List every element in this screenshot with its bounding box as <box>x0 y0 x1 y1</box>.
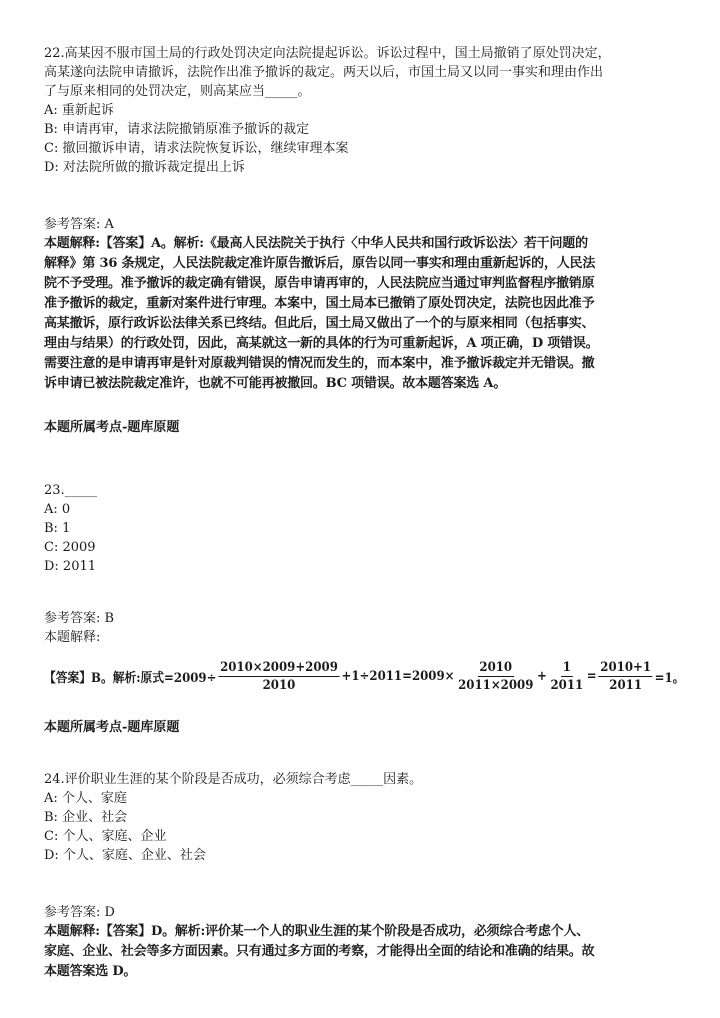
q22-explanation-line: 本题解释:【答案】A。解析:《最高人民法院关于执行〈中华人民共和国行政诉讼法〉若干问题的 <box>44 236 588 251</box>
q22-option-a: A: 重新起诉 <box>44 103 114 118</box>
fraction-denominator: 2011×2009 <box>458 677 534 693</box>
formula-fraction-1 <box>218 659 339 694</box>
formula-prefix: 【答案】B。解析:原式=2009÷ <box>44 670 217 686</box>
formula-plus: + <box>537 668 547 684</box>
fraction-denominator: 2010 <box>262 677 296 693</box>
question-24 <box>44 770 684 865</box>
q22-option-d: D: 对法院所做的撤诉裁定提出上诉 <box>44 160 245 175</box>
fraction-numerator: 2010×2009+2009 <box>220 659 338 675</box>
formula-fraction-3 <box>549 659 585 694</box>
formula-fraction-2 <box>456 659 535 694</box>
q24-answer: 参考答案: D <box>44 905 115 920</box>
q22-answer: 参考答案: A <box>44 217 114 232</box>
q24-option-b: B: 企业、社会 <box>44 810 128 825</box>
question-22 <box>44 44 684 177</box>
fraction-numerator: 2010 <box>479 659 513 675</box>
fraction-numerator: 2010+1 <box>600 659 652 675</box>
q23-formula <box>44 654 685 698</box>
q22-explanation-line: 高某撤诉，原行政诉讼法律关系已终结。但此后，国土局又做出了一个的与原来相同（包括事实、 <box>44 316 595 331</box>
q22-explanation-line: 需要注意的是申请再审是针对原裁判错误的情况而发生的，而本案中，准予撤诉裁定并无错误。撤 <box>44 356 595 371</box>
q22-option-b: B: 申请再审，请求法院撤销原准予撤诉的裁定 <box>44 122 310 137</box>
fraction-denominator: 2011 <box>609 677 643 693</box>
formula-fraction-4 <box>598 659 652 694</box>
q24-explanation-line: 家庭、企业、社会等多方面因素。只有通过多方面的考察，才能得出全面的结论和准确的结果。故 <box>44 944 595 959</box>
q23-option-a: A: 0 <box>44 502 71 517</box>
question-23 <box>44 481 684 576</box>
q22-stem-line-1: 22.高某因不服市国土局的行政处罚决定向法院提起诉讼。诉讼过程中，国土局撤销了原处罚决定， <box>44 46 611 61</box>
q22-knowledge-point: 本题所属考点-题库原题 <box>44 420 180 435</box>
q22-explanation-line: 院不予受理。准予撤诉的裁定确有错误，原告申请再审的，人民法院应当通过审判监督程序撤销原 <box>44 276 595 291</box>
q23-option-b: B: 1 <box>44 521 71 536</box>
q22-explanation-line: 诉申请已被法院裁定准许，也就不可能再被撤回。BC 项错误。故本题答案选 A。 <box>44 376 507 391</box>
q24-explanation-line: 本题解释:【答案】D。解析:评价某一个人的职业生涯的某个阶段是否成功，必须综合考虑个人、 <box>44 924 590 939</box>
q24-explanation-line: 本题答案选 D。 <box>44 964 137 979</box>
q22-explanation-line: 解释》第 36 条规定，人民法院裁定准许原告撤诉后，原告以同一事实和理由重新起诉的，人民法 <box>44 256 596 271</box>
q22-explanation <box>44 234 684 394</box>
formula-suffix: =1。 <box>654 670 685 686</box>
q23-knowledge-point: 本题所属考点-题库原题 <box>44 720 180 735</box>
q22-stem-line-3: 了与原来相同的处罚决定，则高某应当_____。 <box>44 84 311 99</box>
formula-equals: = <box>586 668 597 684</box>
q24-stem: 24.评价职业生涯的某个阶段是否成功，必须综合考虑_____因素。 <box>44 772 423 787</box>
q24-option-d: D: 个人、家庭、企业、社会 <box>44 848 206 863</box>
q24-option-a: A: 个人、家庭 <box>44 791 127 806</box>
formula-middle: +1÷2011=2009× <box>341 668 455 684</box>
fraction-denominator: 2011 <box>550 677 584 693</box>
q22-option-c: C: 撤回撤诉申请，请求法院恢复诉讼，继续审理本案 <box>44 141 349 156</box>
q23-explanation-label: 本题解释: <box>44 630 101 645</box>
q22-explanation-line: 准予撤诉的裁定，重新对案件进行审理。本案中，国土局本已撤销了原处罚决定，法院也因此准予 <box>44 296 595 311</box>
q24-option-c: C: 个人、家庭、企业 <box>44 829 167 844</box>
q24-explanation <box>44 922 684 982</box>
q23-answer: 参考答案: B <box>44 611 115 626</box>
fraction-numerator: 1 <box>562 659 571 675</box>
q23-option-c: C: 2009 <box>44 540 96 555</box>
exam-page <box>44 44 684 982</box>
q23-stem: 23._____ <box>44 483 98 498</box>
q22-stem-line-2: 高某遂向法院申请撤诉，法院作出准予撤诉的裁定。两天以后，市国土局又以同一事实和理由作出 <box>44 65 604 80</box>
q23-option-d: D: 2011 <box>44 559 97 574</box>
q22-explanation-line: 理由与结果）的行政处罚，因此，高某就这一新的具体的行为可重新起诉，A 项正确，D 项错误。 <box>44 336 599 351</box>
